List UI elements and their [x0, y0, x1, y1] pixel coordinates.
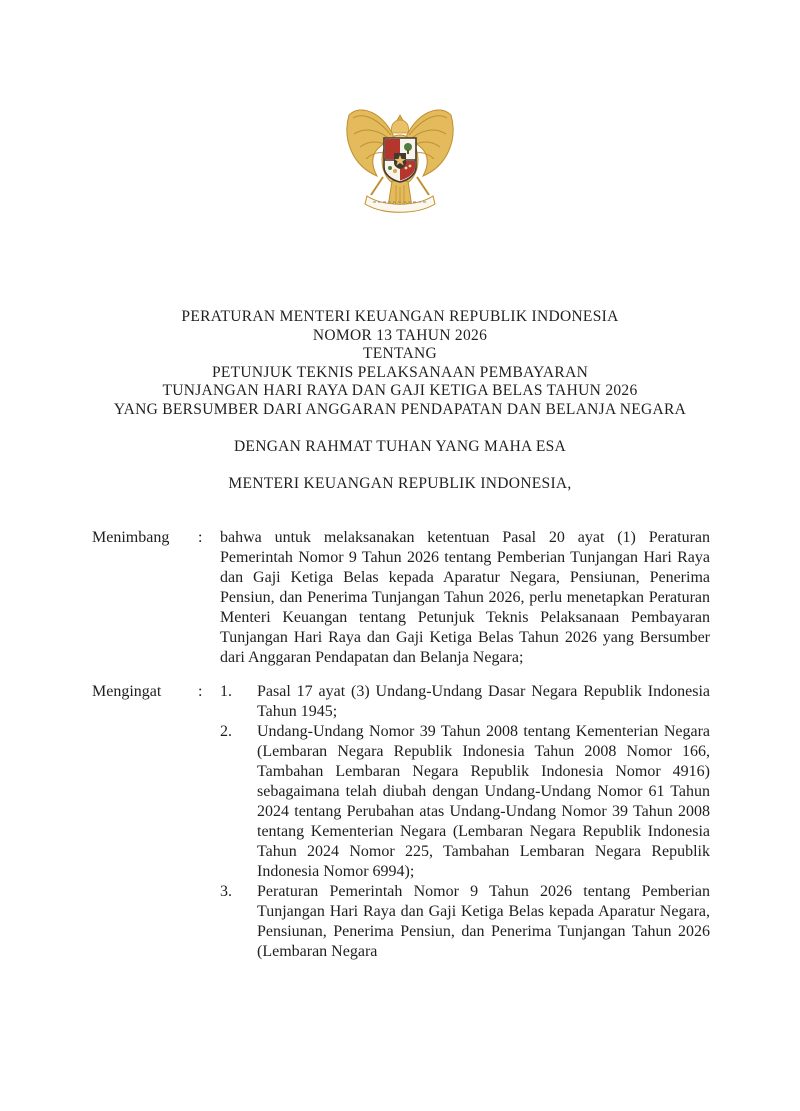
mengingat-list-wrap	[220, 682, 710, 962]
title-line-regulation: PERATURAN MENTERI KEUANGAN REPUBLIK INDONESIA	[181, 308, 619, 325]
menimbang-colon: :	[198, 529, 203, 546]
title-line-subject-3: YANG BERSUMBER DARI ANGGARAN PENDAPATAN DAN BELANJA NEGARA	[113, 400, 687, 418]
legal-basis-item-text: Undang-Undang Nomor 39 Tahun 2008 tentang Kementerian Negara (Lembaran Negara Republik Indonesia Tahun 2008 Nomor 166, Tambahan Lembaran Negara Republik Indonesia Nomor 4916) sebagaimana telah diubah dengan Undang-Undang Nomor 61 Tahun 2024 tentang Perubahan atas Undang-Undang Nomor 39 Tahun 2008 tentang Kementerian Negara (Lembaran Negara Republik Indonesia Tahun 2024 Nomor 225, Tambahan Lembaran Negara Republik Indonesia Nomor 6994);	[257, 723, 710, 880]
title-line-subject-2: TUNJANGAN HARI RAYA DAN GAJI KETIGA BELAS TAHUN 2026	[162, 382, 638, 400]
legal-basis-list	[220, 682, 710, 962]
title-line-subject-1: PETUNJUK TEKNIS PELAKSANAAN PEMBAYARAN	[211, 363, 589, 381]
mengingat-clause	[92, 682, 710, 962]
regulation-title-block	[0, 308, 800, 420]
menimbang-clause	[92, 528, 710, 668]
legal-basis-item-text: Peraturan Pemerintah Nomor 9 Tahun 2026 tentang Pemberian Tunjangan Hari Raya dan Gaji Ketiga Belas kepada Aparatur Negara, Pensiunan, Penerima Pensiun, dan Penerima Tunjangan Tahun 2026 (Lembaran Negara	[257, 883, 710, 960]
issuer-line: MENTERI KEUANGAN REPUBLIK INDONESIA,	[228, 475, 572, 492]
garuda-pancasila-emblem	[343, 93, 457, 217]
title-line-number: NOMOR 13 TAHUN 2026	[312, 326, 488, 344]
legal-basis-item	[220, 682, 710, 722]
legal-basis-item	[220, 722, 710, 882]
legal-basis-item	[220, 882, 710, 962]
legal-basis-item-number: 3.	[220, 883, 232, 900]
menimbang-text: bahwa untuk melaksanakan ketentuan Pasal 20 ayat (1) Peraturan Pemerintah Nomor 9 Tahun 2026 tentang Pemberian Tunjangan Hari Raya dan Gaji Ketiga Belas kepada Aparatur Negara, Pensiunan, Penerima Pensiun, dan Penerima Tunjangan Tahun 2026, perlu menetapkan Peraturan Menteri Keuangan tentang Petunjuk Teknis Pelaksanaan Pembayaran Tunjangan Hari Raya dan Gaji Ketiga Belas Tahun 2026 yang Bersumber dari Anggaran Pendapatan dan Belanja Negara;	[220, 529, 710, 666]
legal-basis-item-text: Pasal 17 ayat (3) Undang-Undang Dasar Negara Republik Indonesia Tahun 1945;	[257, 683, 710, 720]
legal-basis-item-number: 1.	[220, 683, 232, 700]
clauses-section	[92, 528, 710, 962]
title-line-tentang: TENTANG	[362, 345, 438, 363]
mengingat-label: Mengingat	[92, 683, 162, 700]
menimbang-label: Menimbang	[92, 529, 170, 546]
legal-basis-item-number: 2.	[220, 723, 232, 740]
invocation-line: DENGAN RAHMAT TUHAN YANG MAHA ESA	[233, 438, 567, 455]
mengingat-colon: :	[198, 683, 203, 700]
garuda-pancasila-icon	[343, 93, 457, 217]
